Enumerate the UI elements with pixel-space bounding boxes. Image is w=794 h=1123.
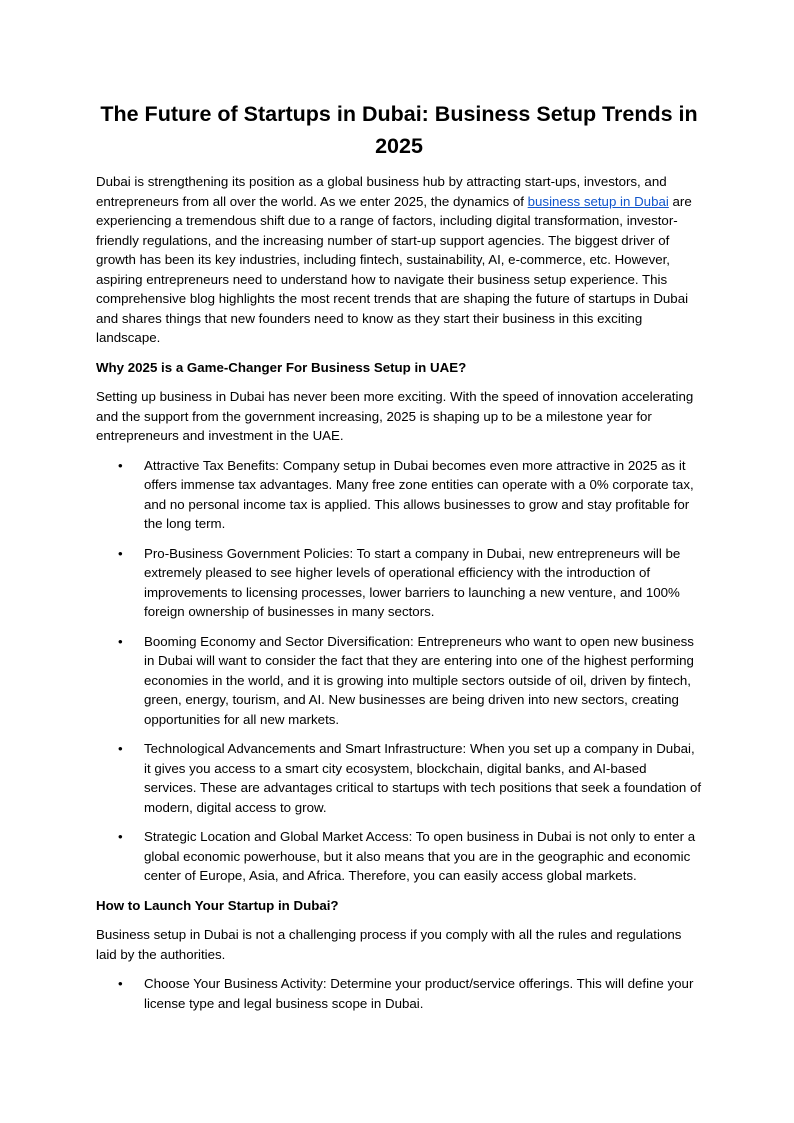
bullet-icon: •	[118, 829, 123, 844]
document-title: The Future of Startups in Dubai: Business Setup Trends in 2025	[100, 102, 698, 158]
section-heading: How to Launch Your Startup in Dubai?	[96, 897, 339, 913]
intro-text-continued: are experiencing a tremendous shift due to a range of factors, including digital transformation, investor-friendly regulations, and the increasing number of start-up support agencies. The biggest driver of growth has been its key industries, including fintech, sustainability, AI, e-commerce, etc. However, aspiring entrepreneurs need to understand how to navigate their business setup experience. This comprehensive blog highlights the most recent trends that are shaping the future of startups in Dubai and shares things that new founders need to know as they start their business in this exciting landscape.	[96, 193, 692, 345]
section-heading: Why 2025 is a Game-Changer For Business Setup in UAE?	[96, 359, 467, 375]
steps-list	[96, 974, 702, 1013]
list-item-text: Pro-Business Government Policies: To start a company in Dubai, new entrepreneurs will be extremely pleased to see higher levels of operational efficiency with the introduction of improvements to licensing processes, lower barriers to launching a new venture, and 100% foreign ownership of businesses in many sectors.	[144, 545, 681, 619]
bullet-icon: •	[118, 545, 123, 561]
document-page	[96, 98, 702, 1023]
bullet-icon: •	[118, 976, 123, 991]
list-item	[96, 456, 702, 534]
bullet-icon: •	[118, 457, 123, 473]
list-item-text: Choose Your Business Activity: Determine your product/service offerings. This will define your license type and legal business scope in Dubai.	[144, 976, 694, 1011]
list-item	[96, 974, 702, 1013]
list-item	[96, 632, 702, 730]
list-item	[96, 544, 702, 622]
list-item-text: Strategic Location and Global Market Access: To open business in Dubai is not only to enter a global economic powerhouse, but it also means that you are in the geographic and economic center of Europe, Asia, and Africa. Therefore, you can easily access global markets.	[144, 829, 696, 883]
list-item	[96, 827, 702, 886]
benefits-list	[96, 456, 702, 886]
bullet-icon: •	[118, 741, 123, 756]
list-item-text: Booming Economy and Sector Diversification: Entrepreneurs who want to open new business in Dubai will want to consider the fact that they are entering into one of the highest performing economies in the world, and it is growing into multiple sectors outside of oil, driven by fintech, green, energy, tourism, and AI. New businesses are being driven into new sectors, creating opportunities for all new markets.	[144, 633, 694, 727]
list-item-text: Technological Advancements and Smart Infrastructure: When you set up a company in Dubai, it gives you access to a smart city ecosystem, blockchain, digital banks, and AI-based services. These are advantages critical to startups with tech positions that seek a foundation of modern, digital access to grow.	[144, 741, 702, 815]
bullet-icon: •	[118, 633, 123, 649]
intro-text: Dubai is strengthening its position as a global business hub by attracting start-ups, investors, and entrepreneurs from all over the world. As we enter 2025, the dynamics of	[96, 174, 667, 209]
list-item	[96, 739, 702, 817]
section-paragraph: Business setup in Dubai is not a challenging process if you comply with all the rules and regulations laid by the authorities.	[96, 927, 682, 962]
section-paragraph: Setting up business in Dubai has never been more exciting. With the speed of innovation accelerating and the support from the government increasing, 2025 is shaping up to be a milestone year for entrepreneurs and investment in the UAE.	[96, 389, 694, 443]
list-item-text: Attractive Tax Benefits: Company setup in Dubai becomes even more attractive in 2025 as it offers immense tax advantages. Many free zone entities can operate with a 0% corporate tax, and no personal income tax is applied. This allows businesses to grow and stay profitable for the long term.	[144, 457, 694, 531]
business-setup-link[interactable]: business setup in Dubai	[527, 193, 669, 209]
intro-paragraph	[96, 172, 702, 348]
